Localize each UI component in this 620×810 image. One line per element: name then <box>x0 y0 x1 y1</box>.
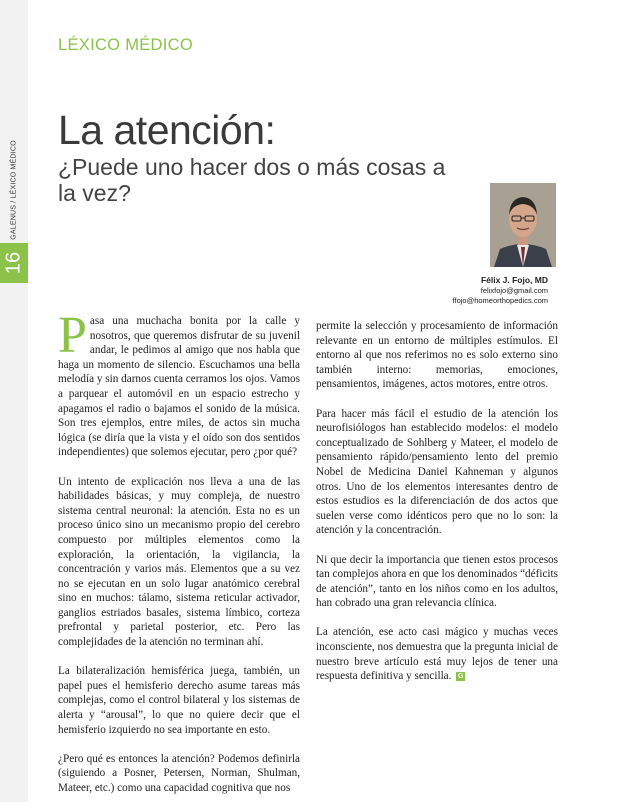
paragraph: La bilateralización hemisférica juega, también, un papel pues el hemisferio derecho asume tareas más complejas, como el control bilateral y los sistemas de alerta y “arousal”, lo que no quiere decir que el hemisferio izquierdo no sea importante en esto. <box>58 665 300 736</box>
paragraph: permite la selección y procesamiento de información relevante en un entorno de múltiples estímulos. El entorno al que nos referimos no es solo externo sino también interno: memorias, emociones, pensamientos, imágenes, actos motores, entre otros. <box>316 320 558 391</box>
drop-cap: P <box>58 307 87 364</box>
article-subtitle: ¿Puede uno hacer dos o más cosas a la vez? <box>58 154 446 206</box>
author-photo <box>490 183 556 267</box>
left-sidebar <box>0 0 28 802</box>
paragraph <box>316 625 558 683</box>
paragraph-text: asa una muchacha bonita por la calle y nosotros, que queremos disfrutar de su juvenil andar, le pedimos al amigo que nos habla que haga un momento de silencio. Escuchamos una bella melodía y sin darnos cuenta cerramos los ojos. Vamos a parquear el automóvil en un espacio estrecho y apagamos el radio o bajamos el sonido de la música. Son tres ejemplos, entre miles, de actos sin mucha lógica (se diría que la vista y el oído son dos sentidos independientes) que solemos ejecutar, pero ¿por qué? <box>58 315 300 459</box>
author-email-primary[interactable]: felixfojo@gmail.com <box>480 286 548 295</box>
article-title: La atención: <box>58 107 276 153</box>
author-portrait-icon <box>490 183 556 267</box>
article-column-left <box>58 307 300 810</box>
end-mark-icon: G <box>458 673 464 681</box>
sidebar-title: GALENUS / LÉXICO MÉDICO <box>10 140 18 240</box>
page-number-badge <box>0 243 28 283</box>
paragraph: Un intento de explicación nos lleva a una de las habilidades básicas, y muy compleja, de nuestro sistema central neuronal: la atención. Esta no es un proceso único sino un mecanismo propio del cerebro compuesto por múltiples elementos como la exploración, la orientación, la vigilancia, la concentración y varios más. Elementos que a su vez no se ejecutan en un solo lugar anatómico cerebral sino en muchos: tálamo, sistema reticular activador, ganglios estriados basales, sistema límbico, corteza prefrontal y parietal posterior, etc. Pero las complejidades de la atención no terminan ahí. <box>58 475 300 649</box>
paragraph: ¿Pero qué es entonces la atención? Podemos definirla (siguiendo a Posner, Petersen, Norman, Shulman, Mateer, etc.) como una capacidad cognitiva que nos <box>58 752 300 794</box>
paragraph <box>58 307 300 460</box>
article-column-right <box>316 319 558 698</box>
paragraph-text: La atención, ese acto casi mágico y muchas veces inconsciente, nos demuestra que la pregunta inicial de nuestro breve artículo está muy lejos de tener una respuesta definitiva y sencilla. <box>316 626 558 683</box>
paragraph: Para hacer más fácil el estudio de la atención los neurofisiólogos han establecido modelos: el modelo conceptualizado de Sohlberg y Mateer, el modelo de pensamiento rápido/pensamiento lento del premio Nobel de Medicina Daniel Kahneman y algunos otros. Uno de los elementos interesantes dentro de estos estudios es la diferenciación de dos actos que suelen verse como idénticos pero que no lo son: la atención y la concentración. <box>316 407 558 537</box>
page-number: 16 <box>2 251 25 275</box>
author-email-secondary[interactable]: ffojo@homeorthopedics.com <box>452 296 548 305</box>
author-name: Félix J. Fojo, MD <box>480 275 548 285</box>
paragraph: Ni que decir la importancia que tienen estos procesos tan complejos ahora en que los denominados “déficits de atención”, tanto en los niños como en los adultos, han cobrado una gran relevancia clínica. <box>316 553 558 610</box>
section-heading: LÉXICO MÉDICO <box>58 36 194 54</box>
author-block <box>453 274 548 306</box>
